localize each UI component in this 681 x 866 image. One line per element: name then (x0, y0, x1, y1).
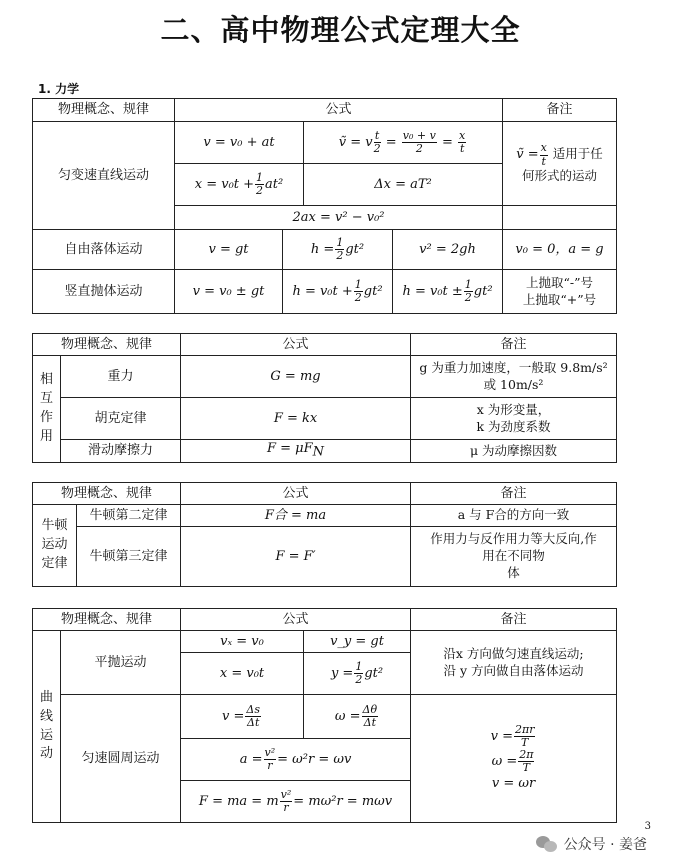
section-heading: 1. 力学 (38, 82, 80, 96)
table-interaction (32, 333, 617, 463)
row-name-free-fall: 自由落体运动 (33, 230, 175, 270)
group-label-curvilinear: 曲线运动 (33, 631, 61, 823)
table-curvilinear (32, 608, 617, 823)
formula-velocity: v = v₀ + at (175, 122, 304, 164)
group-label-interaction: 相互作用 (33, 356, 61, 463)
header-concept: 物理概念、规律 (33, 483, 181, 505)
header-concept: 物理概念、规律 (33, 334, 181, 356)
formula-h-free-fall: h = $\frac{1}{2}$ gt² (283, 230, 393, 270)
table-kinematics (32, 98, 617, 314)
header-formula: 公式 (181, 483, 411, 505)
row-name-hooke: 胡克定律 (61, 398, 181, 440)
page-title: 二、高中物理公式定理大全 (160, 13, 521, 47)
header-note: 备注 (411, 609, 617, 631)
page-number: 3 (644, 821, 651, 832)
row-name-gravity: 重力 (61, 356, 181, 398)
formula-v-pm-gt: v = v₀ ± gt (175, 270, 283, 314)
group-label-newton: 牛顿运动定律 (33, 505, 77, 587)
header-note: 备注 (503, 99, 617, 122)
formula-v-gt: v = gt (175, 230, 283, 270)
note-vertical-throw: 上抛取“-”号 上抛取“+”号 (503, 270, 617, 314)
note-newton-third: 作用力与反作用力等大反向,作 用在不同物 体 (411, 527, 617, 587)
formula-centripetal-force: F = ma = m $\frac{\text{v²}}{r}$ = mω²r = mωv (181, 781, 411, 823)
formula-2ax: 2ax = v² − v₀² (175, 206, 503, 230)
row-name-projectile: 平抛运动 (61, 631, 181, 695)
formula-displacement: x = v₀t + $\frac{1}{2}$ at² (175, 164, 304, 206)
row-name-vertical-throw: 竖直抛体运动 (33, 270, 175, 314)
header-note: 备注 (411, 483, 617, 505)
note-hooke: x 为形变量， k 为劲度系数 (411, 398, 617, 440)
row-name-newton-third: 牛顿第三定律 (77, 527, 181, 587)
note-friction: μ 为动摩擦因数 (411, 440, 617, 463)
watermark: 公众号 · 姜爸 (536, 834, 647, 854)
row-name-circular: 匀速圆周运动 (61, 695, 181, 823)
header-concept: 物理概念、规律 (33, 99, 175, 122)
wechat-icon (536, 836, 558, 852)
note-circular: v = $\frac{2\pi r}{T}$ ω = $\frac{2\pi}{T}$ v = ωr (411, 695, 617, 823)
formula-centripetal-accel: a = $\frac{\text{v²}}{r}$ = ω²r = ωv (181, 739, 411, 781)
formula-omega-circular: ω = $\frac{\Delta\theta}{\Delta t}$ (304, 695, 411, 739)
formula-newton-second: F合 = ma (181, 505, 411, 527)
header-formula: 公式 (181, 334, 411, 356)
formula-y-projectile: y = $\frac{1}{2}$ gt² (304, 653, 411, 695)
formula-friction: $F = \mu F_N$ (181, 440, 411, 463)
formula-h-throw-pm: h = v₀t ± $\frac{1}{2}$ gt² (393, 270, 503, 314)
formula-gravity: G = mg (181, 356, 411, 398)
formula-v2-2gh: v² = 2gh (393, 230, 503, 270)
formula-x-projectile: x = v₀t (181, 653, 304, 695)
formula-vx: vₓ = v₀ (181, 631, 304, 653)
note-free-fall: v₀ = 0，a = g (503, 230, 617, 270)
header-concept: 物理概念、规律 (33, 609, 181, 631)
note-gravity: g 为重力加速度，一般取 9.8m/s² 或 10m/s² (411, 356, 617, 398)
note-newton-second: a 与 F合的方向一致 (411, 505, 617, 527)
row-name-friction: 滑动摩擦力 (61, 440, 181, 463)
formula-hooke: F = kx (181, 398, 411, 440)
row-name-uniform-accel: 匀变速直线运动 (33, 122, 175, 230)
header-note: 备注 (411, 334, 617, 356)
formula-average-velocity: ṽ = v $\frac{t}{2}$ = $\frac{\text{v₀ + v}}{2}$ = $\frac{x}{t}$ (304, 122, 503, 164)
table-newton (32, 482, 617, 587)
header-formula: 公式 (175, 99, 503, 122)
formula-newton-third: F = F′ (181, 527, 411, 587)
formula-vy: v_y = gt (304, 631, 411, 653)
header-formula: 公式 (181, 609, 411, 631)
note-average-velocity: ṽ = $\frac{x}{t}$ 适用于任 何形式的运动 (503, 122, 617, 206)
note-projectile: 沿x 方向做匀速直线运动; 沿 y 方向做自由落体运动 (411, 631, 617, 695)
formula-v-circular: v = $\frac{\Delta s}{\Delta t}$ (181, 695, 304, 739)
formula-h-throw-plus: h = v₀t + $\frac{1}{2}$ gt² (283, 270, 393, 314)
formula-delta-x: Δx = aT² (304, 164, 503, 206)
row-name-newton-second: 牛顿第二定律 (77, 505, 181, 527)
